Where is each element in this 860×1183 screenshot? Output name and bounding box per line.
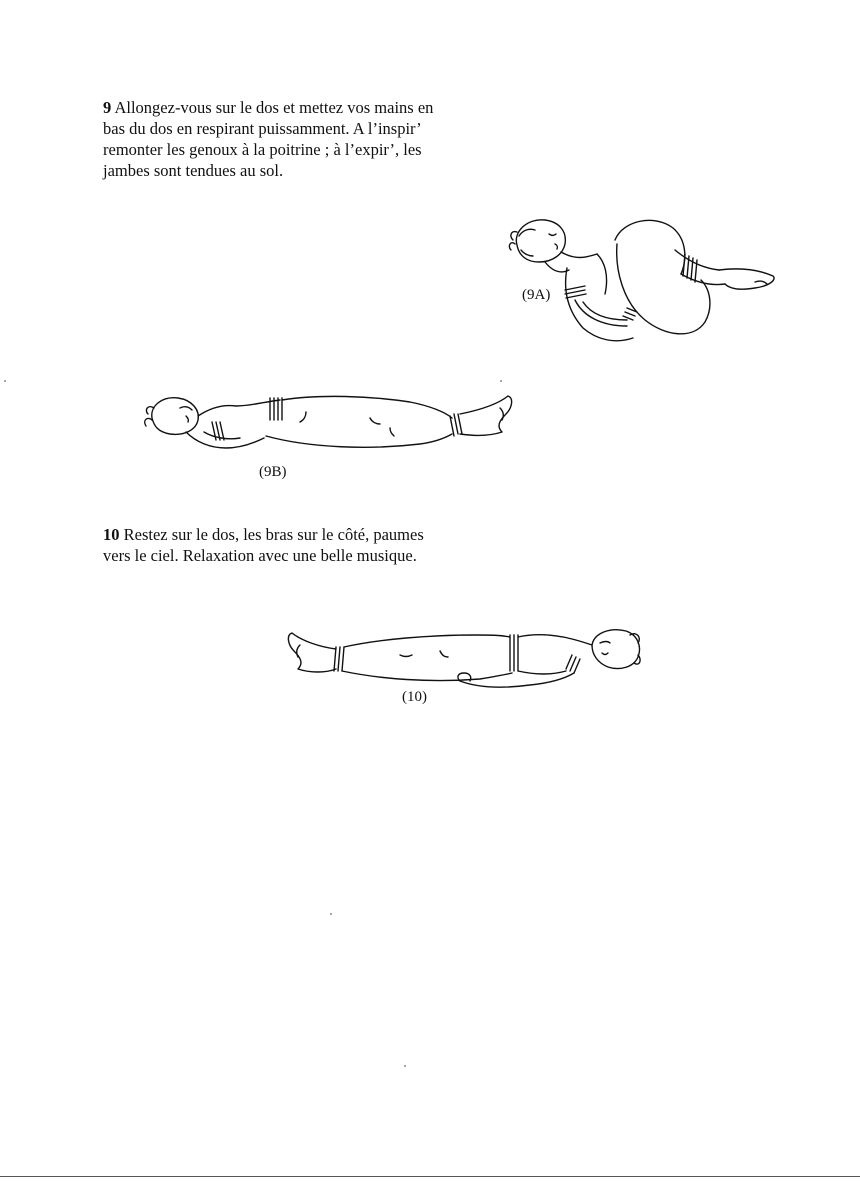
relaxation-pose-illustration — [280, 625, 640, 695]
instruction-10 — [103, 524, 443, 566]
instruction-9 — [103, 97, 448, 181]
figure-caption-9a: (9A) — [522, 287, 551, 303]
instruction-number: 9 — [103, 98, 112, 117]
scan-speck — [404, 1065, 406, 1067]
scan-speck — [330, 913, 332, 915]
instruction-text: Restez sur le dos, les bras sur le côté, paumes vers le ciel. Relaxation avec une belle musique. — [103, 525, 424, 565]
page-bottom-rule — [0, 1176, 860, 1177]
figure-caption-9b: (9B) — [259, 464, 287, 480]
figure-caption-10: (10) — [402, 689, 427, 705]
scan-speck — [4, 380, 6, 382]
instruction-number: 10 — [103, 525, 120, 544]
instruction-text: Allongez-vous sur le dos et mettez vos mains en bas du dos en respirant puissamment. A l’inspir’ remonter les genoux à la poitrine ; à l’expir’, les jambes sont tendues au sol. — [103, 98, 434, 180]
scan-speck — [500, 380, 502, 382]
lying-legs-extended-pose-illustration — [140, 388, 520, 473]
